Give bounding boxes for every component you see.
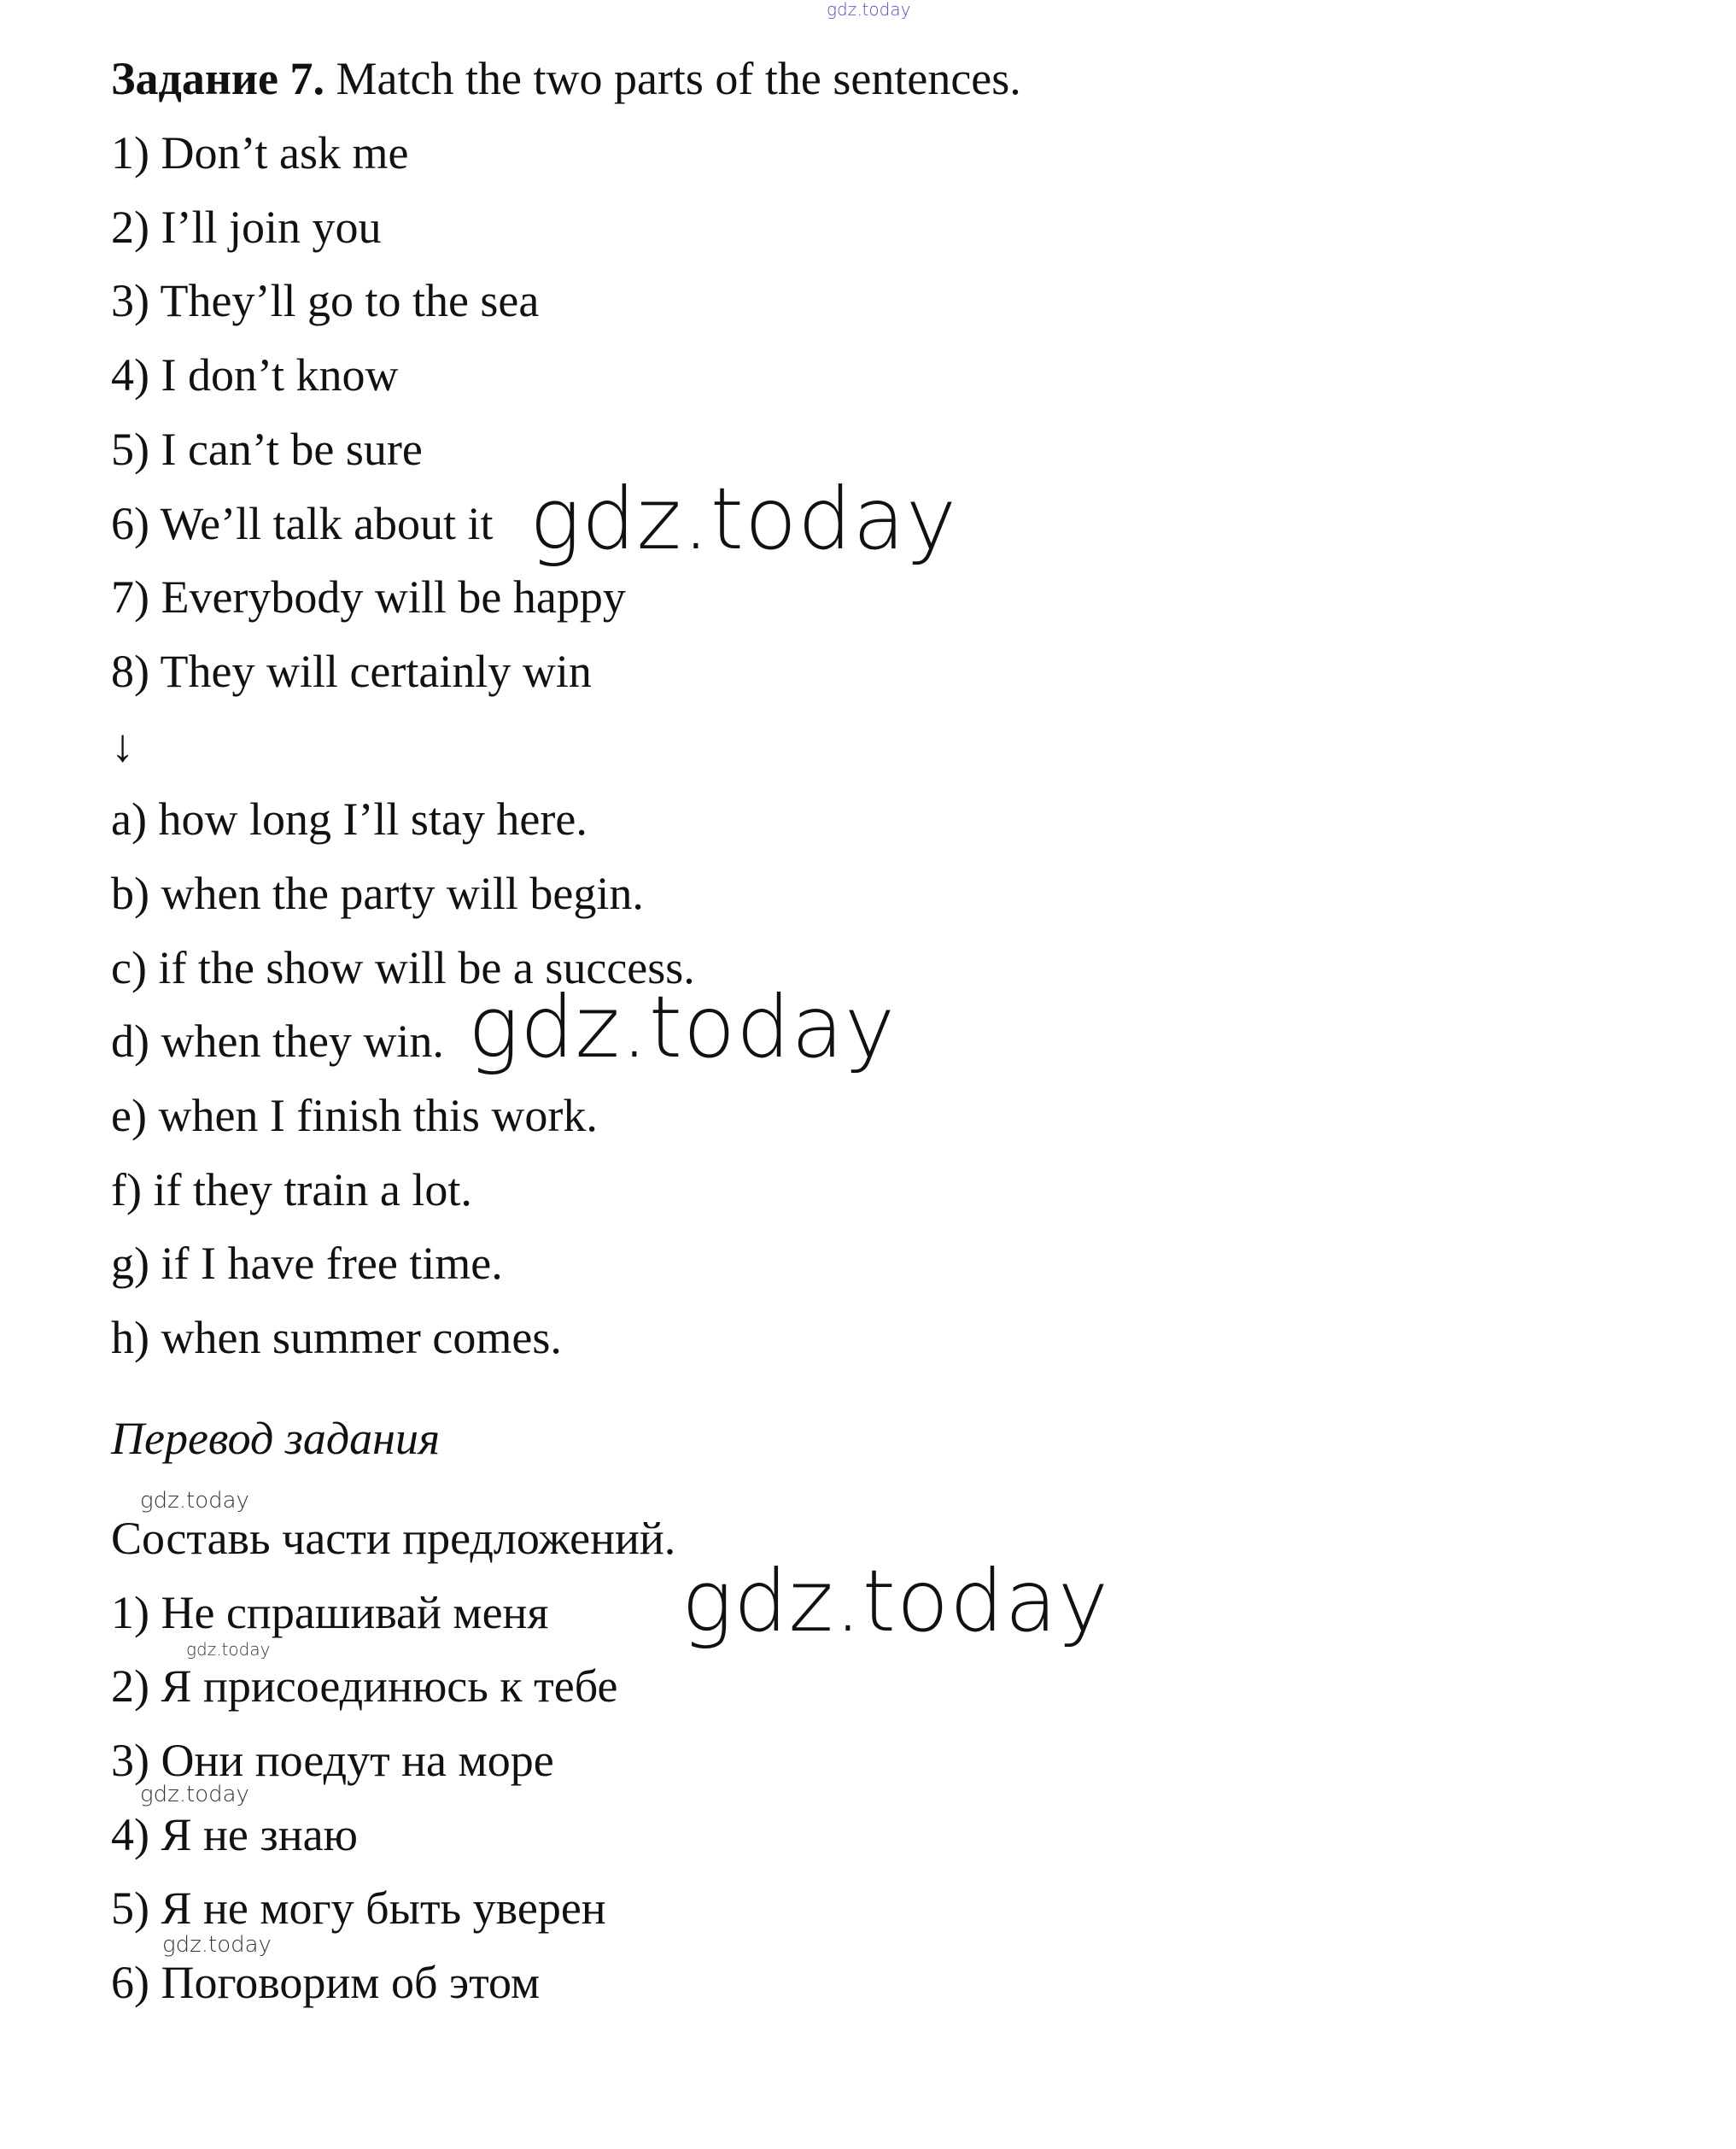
ending-c: c) if the show will be a success. [111,942,695,993]
ending-a: a) how long I’ll stay here. [111,793,587,845]
sentence-8: 8) They will certainly win [111,646,592,697]
watermark-small-4: gdz.today [162,1932,272,1958]
translation-heading: Перевод задания [111,1413,441,1464]
task-instruction: Match the two parts of the sentences. [324,53,1021,104]
translation-line-3: 3) Они поедут на море [111,1735,554,1786]
watermark-large-1: gdz.today [529,469,958,569]
sentence-1: 1) Don’t ask me [111,127,409,179]
sentence-2: 2) I’ll join you [111,202,382,253]
sentence-3: 3) They’ll go to the sea [111,275,540,326]
watermark-small-2: gdz.today [186,1639,271,1660]
watermark-top: gdz.today [827,0,911,20]
translation-line-5: 5) Я не могу быть уверен [111,1883,606,1934]
translation-line-2: 2) Я присоединюсь к тебе [111,1660,618,1712]
task-title [111,53,1021,104]
translation-line-4: 4) Я не знаю [111,1809,358,1860]
down-arrow-icon: ↓ [111,720,134,771]
ending-f: f) if they train a lot. [111,1164,472,1215]
sentence-5: 5) I can’t be sure [111,424,423,475]
ending-g: g) if I have free time. [111,1238,503,1289]
translation-instruction: Составь части предложений. [111,1513,676,1564]
sentence-4: 4) I don’t know [111,349,399,401]
ending-h: h) when summer comes. [111,1312,562,1363]
watermark-large-2: gdz.today [468,977,897,1077]
task-number: Задание 7. [111,53,325,104]
ending-b: b) when the party will begin. [111,868,644,919]
translation-line-6: 6) Поговорим об этом [111,1957,541,2008]
ending-e: e) when I finish this work. [111,1090,598,1141]
watermark-small-3: gdz.today [140,1782,249,1807]
watermark-large-3: gdz.today [681,1551,1110,1651]
sentence-7: 7) Everybody will be happy [111,571,626,623]
translation-line-1: 1) Не спрашивай меня [111,1587,549,1638]
watermark-small-1: gdz.today [140,1488,249,1514]
ending-d: d) when they win. [111,1016,444,1067]
sentence-6: 6) We’ll talk about it [111,498,494,549]
